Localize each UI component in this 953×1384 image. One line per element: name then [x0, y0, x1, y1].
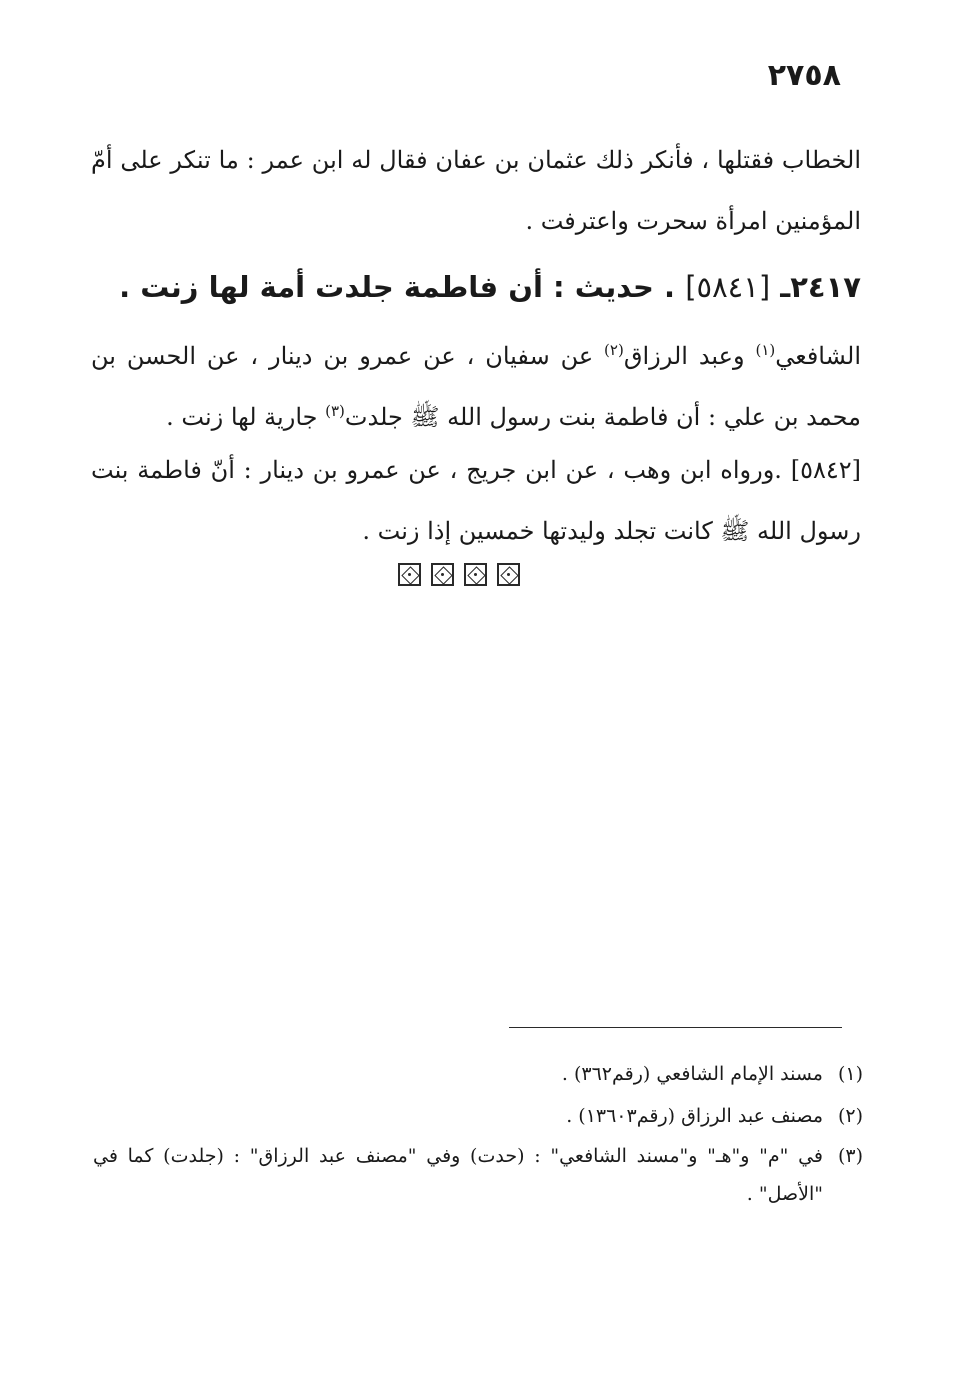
footnote-ref-3: (٣): [325, 402, 345, 420]
footnote-text: مسند الإمام الشافعي (رقم٣٦٢) .: [561, 1063, 823, 1085]
hadith-body-2: [91, 440, 861, 562]
intro-text: الخطاب فقتلها ، فأنكر ذلك عثمان بن عفان فقال له ابن عمر : ما تنكر على أمّ المؤمنين امرأة سحرت واعترفت .: [91, 146, 861, 235]
text-segment: عن سفيان ، عن عمرو بن دينار ، عن الحسن بن محمد بن علي : أن فاطمة بنت رسول الله ﷺ جلدت: [91, 342, 861, 431]
intro-paragraph: [91, 130, 861, 252]
footnote-number: (٣): [837, 1145, 863, 1167]
hadith-heading: [91, 262, 861, 312]
hadith-paragraph-2: [٥٨٤٢] .ورواه ابن وهب ، عن ابن جريج ، عن عمرو بن دينار : أنّ فاطمة بنت رسول الله ﷺ كانت تجلد وليدتها خمسين إذا زنت .: [91, 456, 861, 545]
footnote-ref-2: (٢): [604, 341, 624, 359]
page-number: ٢٧٥٨: [767, 58, 841, 93]
footnote-number: (١): [837, 1063, 863, 1085]
footnote-1: [93, 1053, 863, 1095]
hadith-body: [91, 326, 861, 448]
footnote-ref-1: (١): [755, 341, 776, 359]
text-segment: الشافعي: [775, 342, 862, 370]
footnote-text: في "م" و"هـ" و"مسند الشافعي" : (حدت) وفي "مصنف عبد الرزاق" : (جلدت) كما في "الأصل" .: [93, 1145, 823, 1205]
hadith-title: . حديث : أن فاطمة جلدت أمة لها زنت .: [119, 270, 676, 304]
text-segment: جارية لها زنت .: [166, 403, 326, 431]
hadith-number: ٢٤١٧ـ: [780, 270, 861, 304]
hadith-reference: [٥٨٤١]: [685, 270, 771, 304]
ornament-icon: [431, 563, 454, 586]
footnote-divider: [509, 1027, 842, 1028]
footnote-2: [93, 1095, 863, 1137]
text-segment: وعبد الرزاق: [623, 342, 756, 370]
footnotes: [93, 1053, 863, 1213]
footnote-number: (٢): [837, 1105, 863, 1127]
ornament-icon: [497, 563, 520, 586]
section-ornament: [398, 563, 520, 586]
ornament-icon: [464, 563, 487, 586]
footnote-3: [93, 1137, 863, 1213]
hadith-paragraph-1: [91, 326, 861, 448]
footnote-text: مصنف عبد الرزاق (رقم١٣٦٠٣) .: [566, 1105, 823, 1127]
ornament-icon: [398, 563, 421, 586]
